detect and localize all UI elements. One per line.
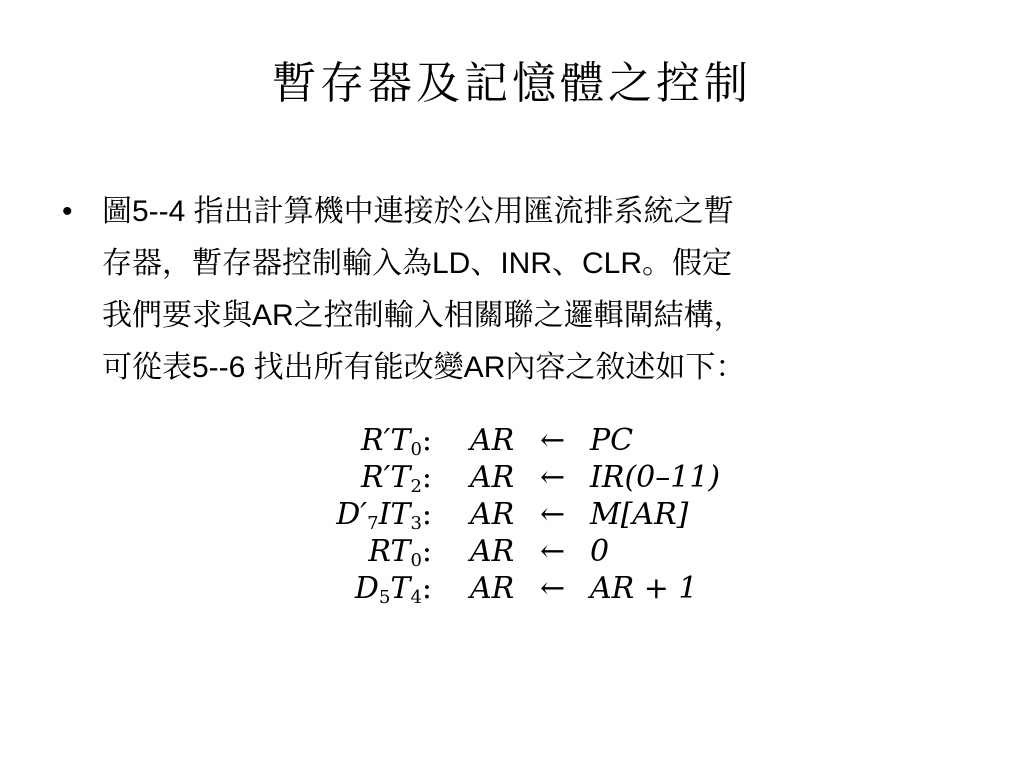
left-arrow-icon: ← xyxy=(540,423,566,458)
transfer-source: 0 xyxy=(590,534,610,569)
bullet-text xyxy=(102,186,942,394)
transfer-target: AR xyxy=(470,534,515,569)
control-condition: $D_5T_4$: xyxy=(354,571,432,608)
left-arrow-icon: ← xyxy=(540,571,566,606)
transfer-source: M[AR] xyxy=(590,497,689,532)
transfer-source: PC xyxy=(590,423,634,458)
transfer-target: AR xyxy=(470,423,515,458)
control-condition: $R'T_0$: xyxy=(361,423,432,460)
transfer-target: AR xyxy=(470,571,515,606)
bullet-line: 存器，暫存器控制輸入為LD、INR、CLR。假定 xyxy=(102,247,733,280)
control-condition: $D'_7IT_3$: xyxy=(336,497,432,534)
bullet-line: 可從表5--6 找出所有能改變AR內容之敘述如下： xyxy=(102,351,746,384)
transfer-source: IR(0–11) xyxy=(590,460,721,495)
transfer-source: AR + 1 xyxy=(590,571,698,606)
left-arrow-icon: ← xyxy=(540,534,566,569)
bullet-line: 我們要求與AR之控制輸入相關聯之邏輯閘結構， xyxy=(102,299,744,332)
equation-row xyxy=(300,533,780,570)
left-arrow-icon: ← xyxy=(540,497,566,532)
transfer-target: AR xyxy=(470,460,515,495)
slide-title: 暫存器及記憶體之控制 xyxy=(272,58,752,109)
left-arrow-icon: ← xyxy=(540,460,566,495)
control-condition: $RT_0$: xyxy=(368,534,432,571)
equation-row xyxy=(300,459,780,496)
bullet-dot: • xyxy=(62,195,73,228)
control-condition: $R'T_2$: xyxy=(361,460,432,497)
equation-row xyxy=(300,422,780,459)
register-transfer-equations xyxy=(300,422,780,607)
transfer-target: AR xyxy=(470,497,515,532)
bullet-line: 圖5--4 指出計算機中連接於公用匯流排系統之暫 xyxy=(102,195,734,228)
equation-row xyxy=(300,496,780,533)
equation-row xyxy=(300,570,780,607)
